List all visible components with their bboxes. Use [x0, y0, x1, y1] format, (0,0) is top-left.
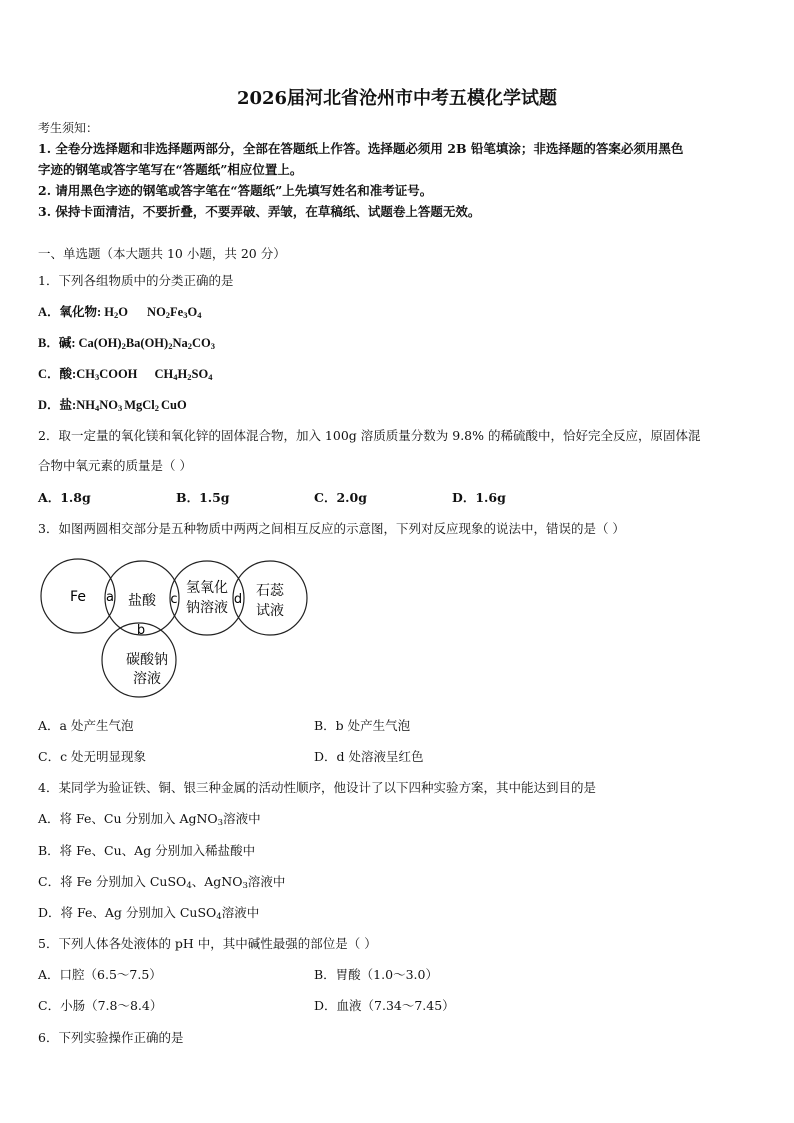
question-5-stem: 5．下列人体各处液体的 pH 中，其中碱性最强的部位是（ ） [38, 936, 377, 951]
notice-item-2: 2. 请用黑色字迹的钢笔或答字笔在“答题纸”上先填写姓名和准考证号。 [38, 183, 433, 198]
label-naoh-line-1: 氢氧化 [186, 580, 228, 596]
label-na2co3-line-2: 溶液 [133, 671, 161, 687]
question-1-stem: 1．下列各组物质中的分类正确的是 [38, 273, 234, 288]
question-5-option-b: B．胃酸（1.0～3.0） [314, 967, 438, 982]
question-5-option-c: C．小肠（7.8～8.4） [38, 998, 163, 1013]
question-4-option-d: D．将 Fe、Ag 分别加入 CuSO$_4$溶液中 [38, 905, 260, 922]
question-5-option-a: A．口腔（6.5～7.5） [38, 967, 162, 982]
notice-heading: 考生须知： [38, 121, 99, 135]
question-3-option-a: A．a 处产生气泡 [38, 718, 134, 733]
notice-item-3: 3. 保持卡面清洁，不要折叠，不要弄破、弄皱，在草稿纸、试题卷上答题无效。 [38, 204, 481, 219]
question-1-option-b: B．碱: $Ca(OH)_2Ba(OH)_2Na_2CO_3$ [38, 336, 215, 351]
question-2-line-1: 2．取一定量的氧化镁和氧化锌的固体混合物，加入 100g 溶质质量分数为 9.8% 的稀硫酸中，恰好完全反应，原固体混 [38, 428, 701, 443]
intersection-b: b [136, 623, 146, 638]
question-3-option-c: C．c 处无明显现象 [38, 749, 147, 764]
label-na2co3-line-1: 碳酸钠 [126, 652, 168, 668]
question-4-option-b: B．将 Fe、Cu、Ag 分别加入稀盐酸中 [38, 843, 256, 858]
page-title: 2026届河北省沧州市中考五模化学试题 [236, 88, 558, 109]
question-2-option-a: A．1.8g [38, 490, 91, 505]
question-6-stem: 6．下列实验操作正确的是 [38, 1030, 184, 1045]
question-4-option-c: C．将 Fe 分别加入 CuSO$_4$、AgNO$_3$溶液中 [38, 874, 286, 891]
question-4-option-a: A．将 Fe、Cu 分别加入 AgNO$_3$溶液中 [38, 811, 261, 828]
question-4-stem: 4．某同学为验证铁、铜、银三种金属的活动性顺序，他设计了以下四种实验方案，其中能达到目的是 [38, 780, 596, 795]
label-litmus-line-2: 试液 [256, 603, 284, 619]
label-fe: Fe [70, 589, 86, 605]
question-1-option-d: D．盐$:NH_4NO_3$ MgCl$_2$ CuO [38, 398, 187, 413]
reaction-circles-diagram [38, 556, 318, 704]
intersection-a: a [106, 590, 114, 605]
label-litmus-line-1: 石蕊 [256, 583, 284, 599]
question-1-option-a: A．氧化物: $H_2O$ $NO_2Fe_3O_4$ [38, 305, 202, 320]
question-3-option-b: B．b 处产生气泡 [314, 718, 411, 733]
notice-item-1-line-2: 字迹的钢笔或答字笔写在“答题纸”相应位置上。 [38, 162, 303, 177]
question-2-option-c: C．2.0g [314, 490, 367, 505]
intersection-c: c [170, 592, 178, 607]
section-heading: 一、单选题（本大题共 10 小题，共 20 分） [38, 246, 286, 261]
question-3-stem: 3．如图两圆相交部分是五种物质中两两之间相互反应的示意图，下列对反应现象的说法中，错误的是（ ） [38, 521, 625, 536]
question-5-option-d: D．血液（7.34～7.45） [314, 998, 455, 1013]
label-hydrochloric-acid: 盐酸 [128, 593, 156, 609]
intersection-d: d [233, 592, 243, 607]
question-3-option-d: D．d 处溶液呈红色 [314, 749, 424, 764]
question-2-option-d: D．1.6g [452, 490, 506, 505]
question-1-option-c: C．酸$:CH_3COOH$ $CH_4H_2SO_4$ [38, 367, 213, 382]
notice-item-1-line-1: 1. 全卷分选择题和非选择题两部分，全部在答题纸上作答。选择题必须用 2B 铅笔填涂；非选择题的答案必须用黑色 [38, 141, 684, 156]
label-naoh-line-2: 钠溶液 [186, 600, 228, 616]
question-2-line-2: 合物中氧元素的质量是（ ） [38, 458, 192, 473]
question-2-option-b: B．1.5g [176, 490, 230, 505]
